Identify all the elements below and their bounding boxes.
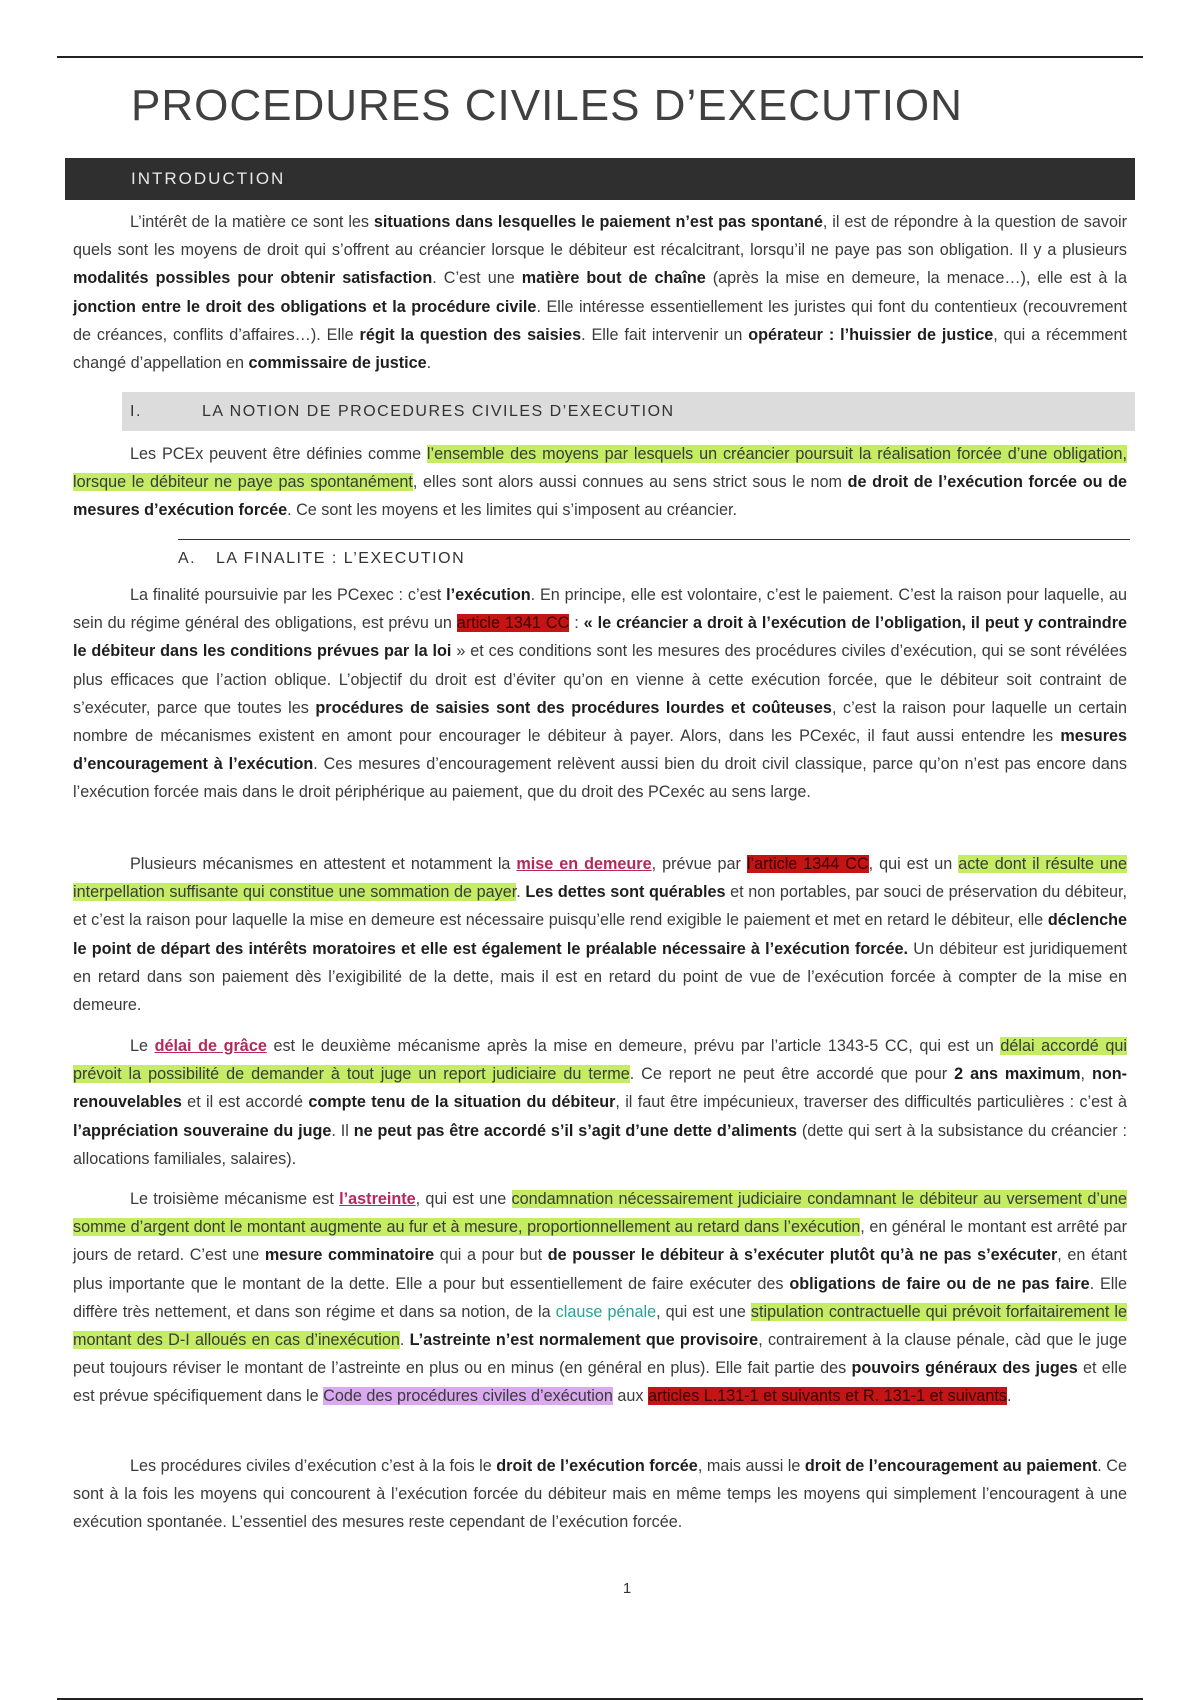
section-1-heading xyxy=(122,392,1135,431)
finalite-paragraph: La finalité poursuivie par les PCexec : c’est l’exécution. En principe, elle est volontaire, c’est le paiement. C’est la raison pour laquelle, au sein du régime général des obligations, est prévu un article 1341 CC : « le créancier a droit à l’exécution de l’obligation, il peut y contraindre le débiteur dans les conditions prévues par la loi » et ces conditions sont les mesures des procédures civiles d’exécution, qui se sont révélées plus efficaces que l’action oblique. L’objectif du droit est d’éviter qu’on en vienne à cette exécution forcée, que le débiteur soit contraint de s’exécuter, parce que toutes les procédures de saisies sont des procédures lourdes et coûteuses, c’est la raison pour laquelle un certain nombre de mécanismes existent en amont pour encourager le débiteur à payer. Alors, dans les PCexéc, il faut aussi entendre les mesures d’encouragement à l’exécution. Ces mesures d’encouragement relèvent aussi bien du droit civil classique, parce qu’on n’est pas encore dans l’exécution forcée mais dans le droit périphérique au paiement, que du droit des PCexéc au sens large. xyxy=(73,586,1128,802)
introduction-heading: INTRODUCTION xyxy=(65,158,1135,200)
code-reference: Code des procédures civiles d’exécution xyxy=(323,1387,613,1406)
term-astreinte: l’astreinte xyxy=(339,1190,416,1208)
subsection-a-title: LA FINALITE : L’EXECUTION xyxy=(216,550,466,567)
section-1-number: I. xyxy=(130,403,142,420)
term-mise-en-demeure: mise en demeure xyxy=(516,855,652,873)
document-title: PROCEDURES CIVILES D’EXECUTION xyxy=(131,81,963,130)
conclusion-paragraph: Les procédures civiles d’exécution c’est à la fois le droit de l’exécution forcée, mais aussi le droit de l’encouragement au paiement. Ce sont à la fois les moyens qui concourent à l’exécution forcée du débiteur mais en même temps les moyens qui simplement l’encouragent à une exécution spontanée. L’essentiel des mesures reste cependant de l’exécution forcée. xyxy=(73,1457,1127,1532)
definition-highlight: l’ensemble des moyens par lesquels un créancier poursuit la réalisation forcée d’une obligation, lorsque le débiteur ne paye pas spontanément xyxy=(73,445,1127,492)
article-ref-1341: article 1341 CC xyxy=(456,614,570,633)
article-ref-1344: l’article 1344 CC xyxy=(746,855,869,873)
top-rule xyxy=(57,56,1143,58)
section-1-title: LA NOTION DE PROCEDURES CIVILES D’EXECUTION xyxy=(202,403,675,420)
astreinte-paragraph: Le troisième mécanisme est l’astreinte, qui est une condamnation nécessairement judiciaire condamnant le débiteur au versement d’une somme d’argent dont le montant augmente au fur et à mesure, proportionnellement au retard dans l’exécution, en général le montant est arrêté par jours de retard. C’est une mesure comminatoire qui a pour but de pousser le débiteur à s’exécuter plutôt qu’à ne pas s’exécuter, en étant plus importante que le montant de la dette. Elle a pour but essentiellement de faire exécuter des obligations de faire ou de ne pas faire. Elle diffère très nettement, et dans son régime et dans sa notion, de la clause pénale, qui est une stipulation contractuelle qui prévoit forfaitairement le montant des D-I alloués en cas d’inexécution. L’astreinte n’est normalement que provisoire, contrairement à la clause pénale, càd que le juge peut toujours réviser le montant de l’astreinte en plus ou en minus (en général en plus). Elle fait partie des pouvoirs généraux des juges et elle est prévue spécifiquement dans le Code des procédures civiles d’exécution aux articles L.131-1 et suivants et R. 131-1 et suivants. xyxy=(73,1190,1127,1406)
mise-en-demeure-paragraph: Plusieurs mécanismes en attestent et notamment la mise en demeure, prévue par l’article 1344 CC, qui est un acte dont il résulte une interpellation suffisante qui constitue une sommation de payer. Les dettes sont quérables et non portables, par souci de préservation du débiteur, et c’est la raison pour laquelle la mise en demeure est nécessaire puisqu’elle rend exigible le paiement et met en retard le débiteur, elle déclenche le point de départ des intérêts moratoires et elle est également le préalable nécessaire à l’exécution forcée. Un débiteur est juridiquement en retard dans son paiement dès l’exigibilité de la dette, mais il est en retard du point de vue de l’exécution forcée à compter de la mise en demeure. xyxy=(73,855,1127,1015)
section-1-paragraph: Les PCEx peuvent être définies comme l’ensemble des moyens par lesquels un créancier poursuit la réalisation forcée d’une obligation, lorsque le débiteur ne paye pas spontanément, elles sont alors aussi connues au sens strict sous le nom de droit de l’exécution forcée ou de mesures d’exécution forcée. Ce sont les moyens et les limites qui s’imposent au créancier. xyxy=(73,445,1127,520)
subsection-a-number: A. xyxy=(178,550,197,567)
intro-paragraph: L’intérêt de la matière ce sont les situations dans lesquelles le paiement n’est pas spontané, il est de répondre à la question de savoir quels sont les moyens de droit qui s’offrent au créancier lorsque le débiteur est récalcitrant, lorsqu’il ne paye pas son obligation. Il y a plusieurs modalités possibles pour obtenir satisfaction. C’est une matière bout de chaîne (après la mise en demeure, la menace…), elle est à la jonction entre le droit des obligations et la procédure civile. Elle intéresse essentiellement les juristes qui font du contentieux (recouvrement de créances, conflits d’affaires…). Elle régit la question des saisies. Elle fait intervenir un opérateur : l’huissier de justice, qui a récemment changé d’appellation en commissaire de justice. xyxy=(73,213,1127,373)
delai-de-grace-paragraph: Le délai de grâce est le deuxième mécanisme après la mise en demeure, prévu par l’article 1343-5 CC, qui est un délai accordé qui prévoit la possibilité de demander à tout juge un report judiciaire du terme. Ce report ne peut être accordé que pour 2 ans maximum, non-renouvelables et il est accordé compte tenu de la situation du débiteur, il faut être impécunieux, traverser des difficultés particulières : c’est à l’appréciation souveraine du juge. Il ne peut pas être accordé s’il s’agit d’une dette d’aliments (dette qui sert à la subsistance du créancier : allocations familiales, salaires). xyxy=(73,1037,1128,1168)
subsection-a-heading xyxy=(178,539,1130,570)
article-ref-l131: articles L.131-1 et suivants et R. 131-1 et suivants xyxy=(648,1387,1008,1406)
term-clause-penale: clause pénale xyxy=(555,1302,657,1321)
term-delai-de-grace: délai de grâce xyxy=(154,1037,267,1055)
page-number: 1 xyxy=(622,1580,632,1597)
